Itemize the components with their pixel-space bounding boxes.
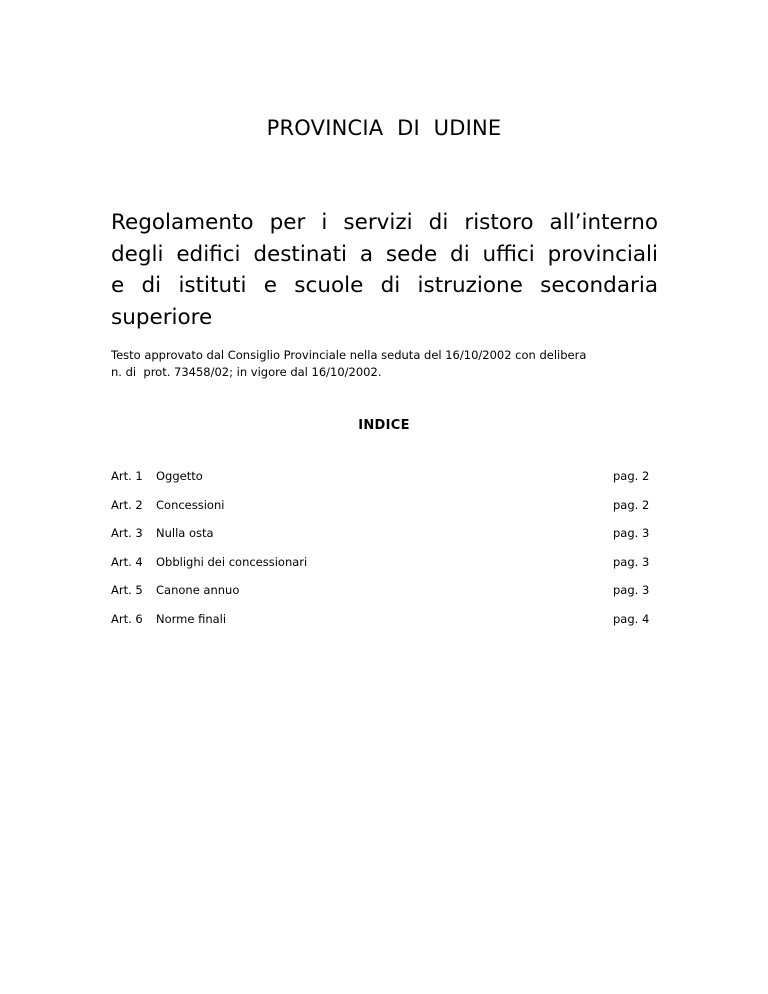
toc-entry-art-6[interactable] [111,612,658,641]
toc-page: pag. 3 [613,554,650,569]
toc-label: Oggetto [156,469,203,483]
toc-entry-art-5[interactable] [111,583,658,612]
toc-article: Art. 4 [111,554,143,569]
toc-entry-art-4[interactable] [111,555,658,584]
page-heading: PROVINCIA DI UDINE [266,116,502,140]
toc-label: Canone annuo [156,583,240,598]
toc-label: Nulla osta [156,526,214,541]
toc-page: pag. 2 [613,497,650,512]
approval-note [111,347,671,381]
title-line: Regolamento per i servizi di ristoro all’interno [111,210,658,235]
toc-article: Art. 3 [111,526,143,541]
toc-article: Art. 6 [111,611,143,626]
toc-entry-art-1[interactable] [111,469,658,498]
title-line: e di istituti e scuole di istruzione secondaria [111,273,658,298]
title-line: superiore [111,304,213,330]
document-title [111,207,658,333]
index-title: INDICE [358,418,410,433]
toc-page: pag. 3 [613,583,650,598]
title-line: degli edifici destinati a sede di uffici provinciali [111,241,658,267]
approval-note-line: Testo approvato dal Consiglio Provinciale nella seduta del 16/10/2002 con delibera [111,348,587,362]
toc-article: Art. 5 [111,583,143,598]
toc-page: pag. 3 [613,526,650,541]
toc-label: Obblighi dei concessionari [156,554,308,569]
toc-article: Art. 2 [111,497,143,512]
toc-page: pag. 2 [613,469,650,483]
toc-entry-art-2[interactable] [111,498,658,527]
toc-entry-art-3[interactable] [111,526,658,555]
toc-label: Concessioni [156,497,225,512]
approval-note-line: n. di prot. 73458/02; in vigore dal 16/10/2002. [111,365,382,379]
toc-article: Art. 1 [111,469,143,483]
table-of-contents [111,469,658,641]
toc-label: Norme finali [156,611,227,626]
toc-page: pag. 4 [613,611,650,626]
